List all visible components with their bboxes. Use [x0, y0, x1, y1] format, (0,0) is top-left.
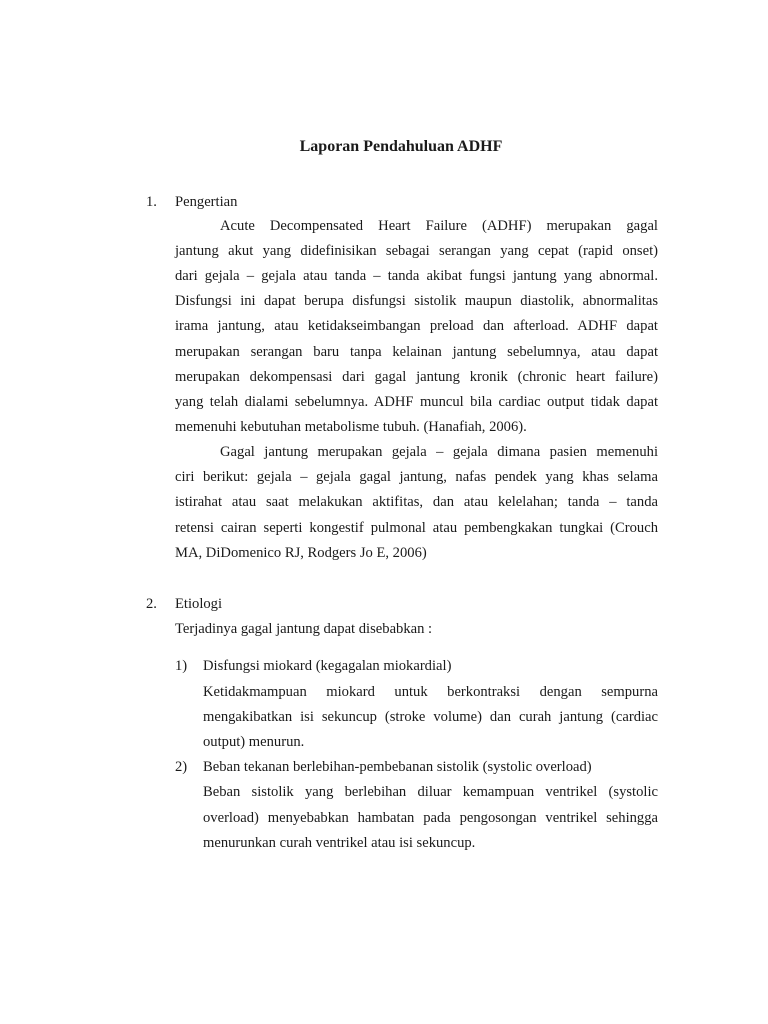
text-line: ciri berikut: gejala – gejala gagal jantung, nafas pendek yang khas selama: [175, 469, 658, 485]
item-heading: Disfungsi miokard (kegagalan miokardial): [203, 658, 452, 674]
item-number: 1): [175, 658, 188, 674]
text-line: Beban sistolik yang berlebihan diluar kemampuan ventrikel (systolic: [203, 784, 658, 800]
section-2-intro: Terjadinya gagal jantung dapat disebabkan :: [175, 621, 433, 637]
text-line: Gagal jantung merupakan gejala – gejala dimana pasien memenuhi: [220, 444, 658, 460]
section-1-heading: Pengertian: [175, 194, 238, 210]
text-line: yang telah dialami sebelumnya. ADHF muncul bila cardiac output tidak dapat: [175, 394, 658, 410]
text-line: overload) menyebabkan hambatan pada pengosongan ventrikel sehingga: [203, 810, 658, 826]
item-number: 2): [175, 759, 188, 775]
text-line: memenuhi kebutuhan metabolisme tubuh. (Hanafiah, 2006).: [175, 419, 527, 435]
item-heading: Beban tekanan berlebihan-pembebanan sistolik (systolic overload): [203, 759, 592, 775]
section-2-number: 2.: [146, 596, 157, 612]
text-line: output) menurun.: [203, 734, 305, 750]
text-line: jantung akut yang didefinisikan sebagai serangan yang cepat (rapid onset): [175, 243, 658, 259]
text-line: merupakan serangan baru tanpa kelainan jantung sebelumnya, atau dapat: [175, 344, 658, 360]
text-line: mengakibatkan isi sekuncup (stroke volume) dan curah jantung (cardiac: [203, 709, 658, 725]
text-line: Disfungsi ini dapat berupa disfungsi sistolik maupun diastolik, abnormalitas: [175, 293, 658, 309]
text-line: Acute Decompensated Heart Failure (ADHF) merupakan gagal: [220, 218, 658, 234]
text-line: Ketidakmampuan miokard untuk berkontraksi dengan sempurna: [203, 684, 658, 700]
text-line: menurunkan curah ventrikel atau isi sekuncup.: [203, 835, 476, 851]
text-line: merupakan dekompensasi dari gagal jantung kronik (chronic heart failure): [175, 369, 658, 385]
section-1-number: 1.: [146, 194, 157, 210]
text-line: istirahat atau saat melakukan aktifitas, dan atau kelelahan; tanda – tanda: [175, 494, 658, 510]
section-2-heading: Etiologi: [175, 596, 223, 612]
document-title: Laporan Pendahuluan ADHF: [299, 138, 503, 155]
text-line: dari gejala – gejala atau tanda – tanda akibat fungsi jantung yang abnormal.: [175, 268, 658, 284]
text-line: irama jantung, atau ketidakseimbangan preload dan afterload. ADHF dapat: [175, 318, 658, 334]
text-line: retensi cairan seperti kongestif pulmonal atau pembengkakan tungkai (Crouch: [175, 520, 658, 536]
text-line: MA, DiDomenico RJ, Rodgers Jo E, 2006): [175, 545, 427, 561]
